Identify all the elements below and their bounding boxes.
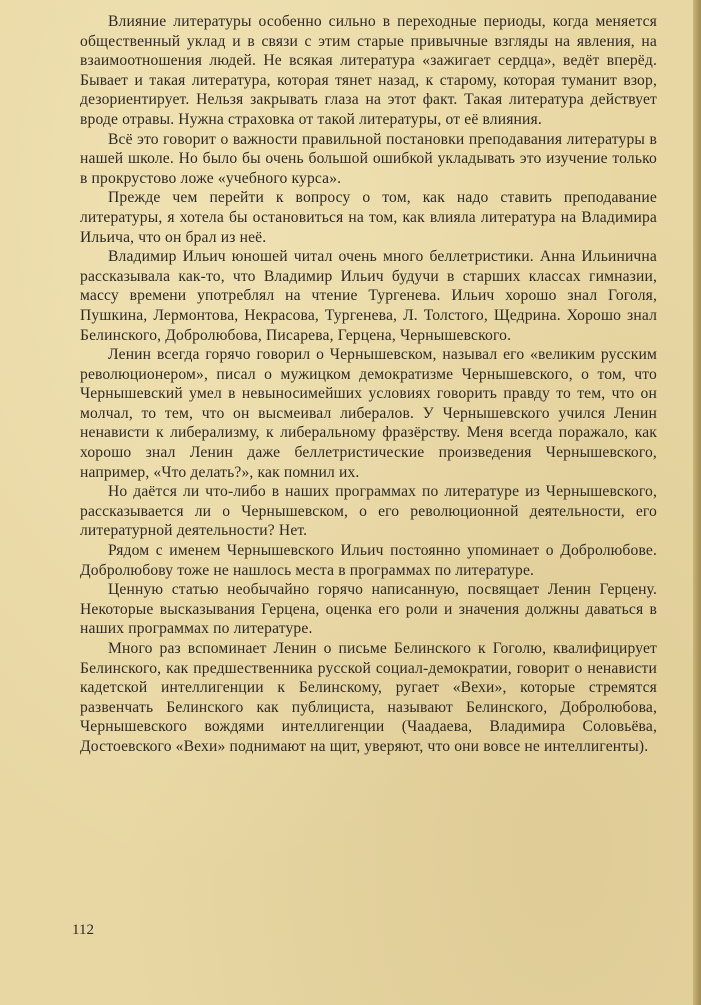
paragraph-9: Много раз вспоминает Ленин о письме Белинского к Гоголю, квалифицирует Белинского, как предшественника русской социал-демократии, говорит о ненависти кадетской интеллигенции к Белинскому, ругает «Вехи», которые стремятся развенчать Белинского как публициста, называют Белинского, Добролюбова, Чернышевского вождями интеллигенции (Чаадаева, Владимира Соловьёва, Достоевского «Вехи» поднимают на щит, уверяют, что они вовсе не интеллигенты). — [80, 640, 657, 755]
paragraph-7: Рядом с именем Чернышевского Ильич постоянно упоминает о Добролюбове. Добролюбову тоже не нашлось места в программах по литературе. — [80, 542, 657, 579]
paragraph-8: Ценную статью необычайно горячо написанную, посвящает Ленин Герцену. Некоторые высказывания Герцена, оценка его роли и значения должны даваться в наших программах по литературе. — [80, 581, 657, 638]
paragraph-6: Но даётся ли что-либо в наших программах по литературе из Чернышевского, рассказывается ли о Чернышевском, о его революционной деятельности, его литературной деятельности? Нет. — [80, 483, 657, 540]
page-edge-shadow — [693, 0, 701, 1005]
paragraph-3: Прежде чем перейти к вопросу о том, как надо ставить преподавание литературы, я хотела бы остановиться на том, как влияла литература на Владимира Ильича, что он брал из неё. — [80, 189, 657, 246]
page-number: 112 — [72, 922, 94, 938]
paragraph-1: Влияние литературы особенно сильно в переходные периоды, когда меняется общественный уклад и в связи с этим старые привычные взгляды на явления, на взаимоотношения людей. Не всякая литература «зажигает сердца», ведёт вперёд. Бывает и такая литература, которая тянет назад, к старому, которая туманит взор, дезориентирует. Нельзя закрывать глаза на этот факт. Такая литература действует вроде отравы. Нужна страховка от такой литературы, от её влияния. — [80, 13, 657, 128]
paragraph-2: Всё это говорит о важности правильной постановки преподавания литературы в нашей школе. Но было бы очень большой ошибкой укладывать это изучение только в прокрустово ложе «учебного курса». — [80, 130, 657, 187]
text-body — [80, 12, 657, 757]
paragraph-5: Ленин всегда горячо говорил о Чернышевском, называл его «великим русским революционером», писал о мужицком демократизме Чернышевского, о том, что Чернышевский умел в невыносимейших условиях говорить правду то тем, что он молчал, то тем, что он высмеивал либералов. У Чернышевского учился Ленин ненависти к либерализму, к либеральному фразёрству. Меня всегда поражало, как хорошо знал Ленин даже беллетристические произведения Чернышевского, например, «Что делать?», как помнил их. — [80, 346, 657, 481]
paragraph-4: Владимир Ильич юношей читал очень много беллетристики. Анна Ильинична рассказывала как-то, что Владимир Ильич будучи в старших классах гимназии, массу времени употреблял на чтение Тургенева. Ильич хорошо знал Гоголя, Пушкина, Лермонтова, Некрасова, Тургенева, Л. Толстого, Щедрина. Хорошо знал Белинского, Добролюбова, Писарева, Герцена, Чернышевского. — [80, 248, 657, 344]
